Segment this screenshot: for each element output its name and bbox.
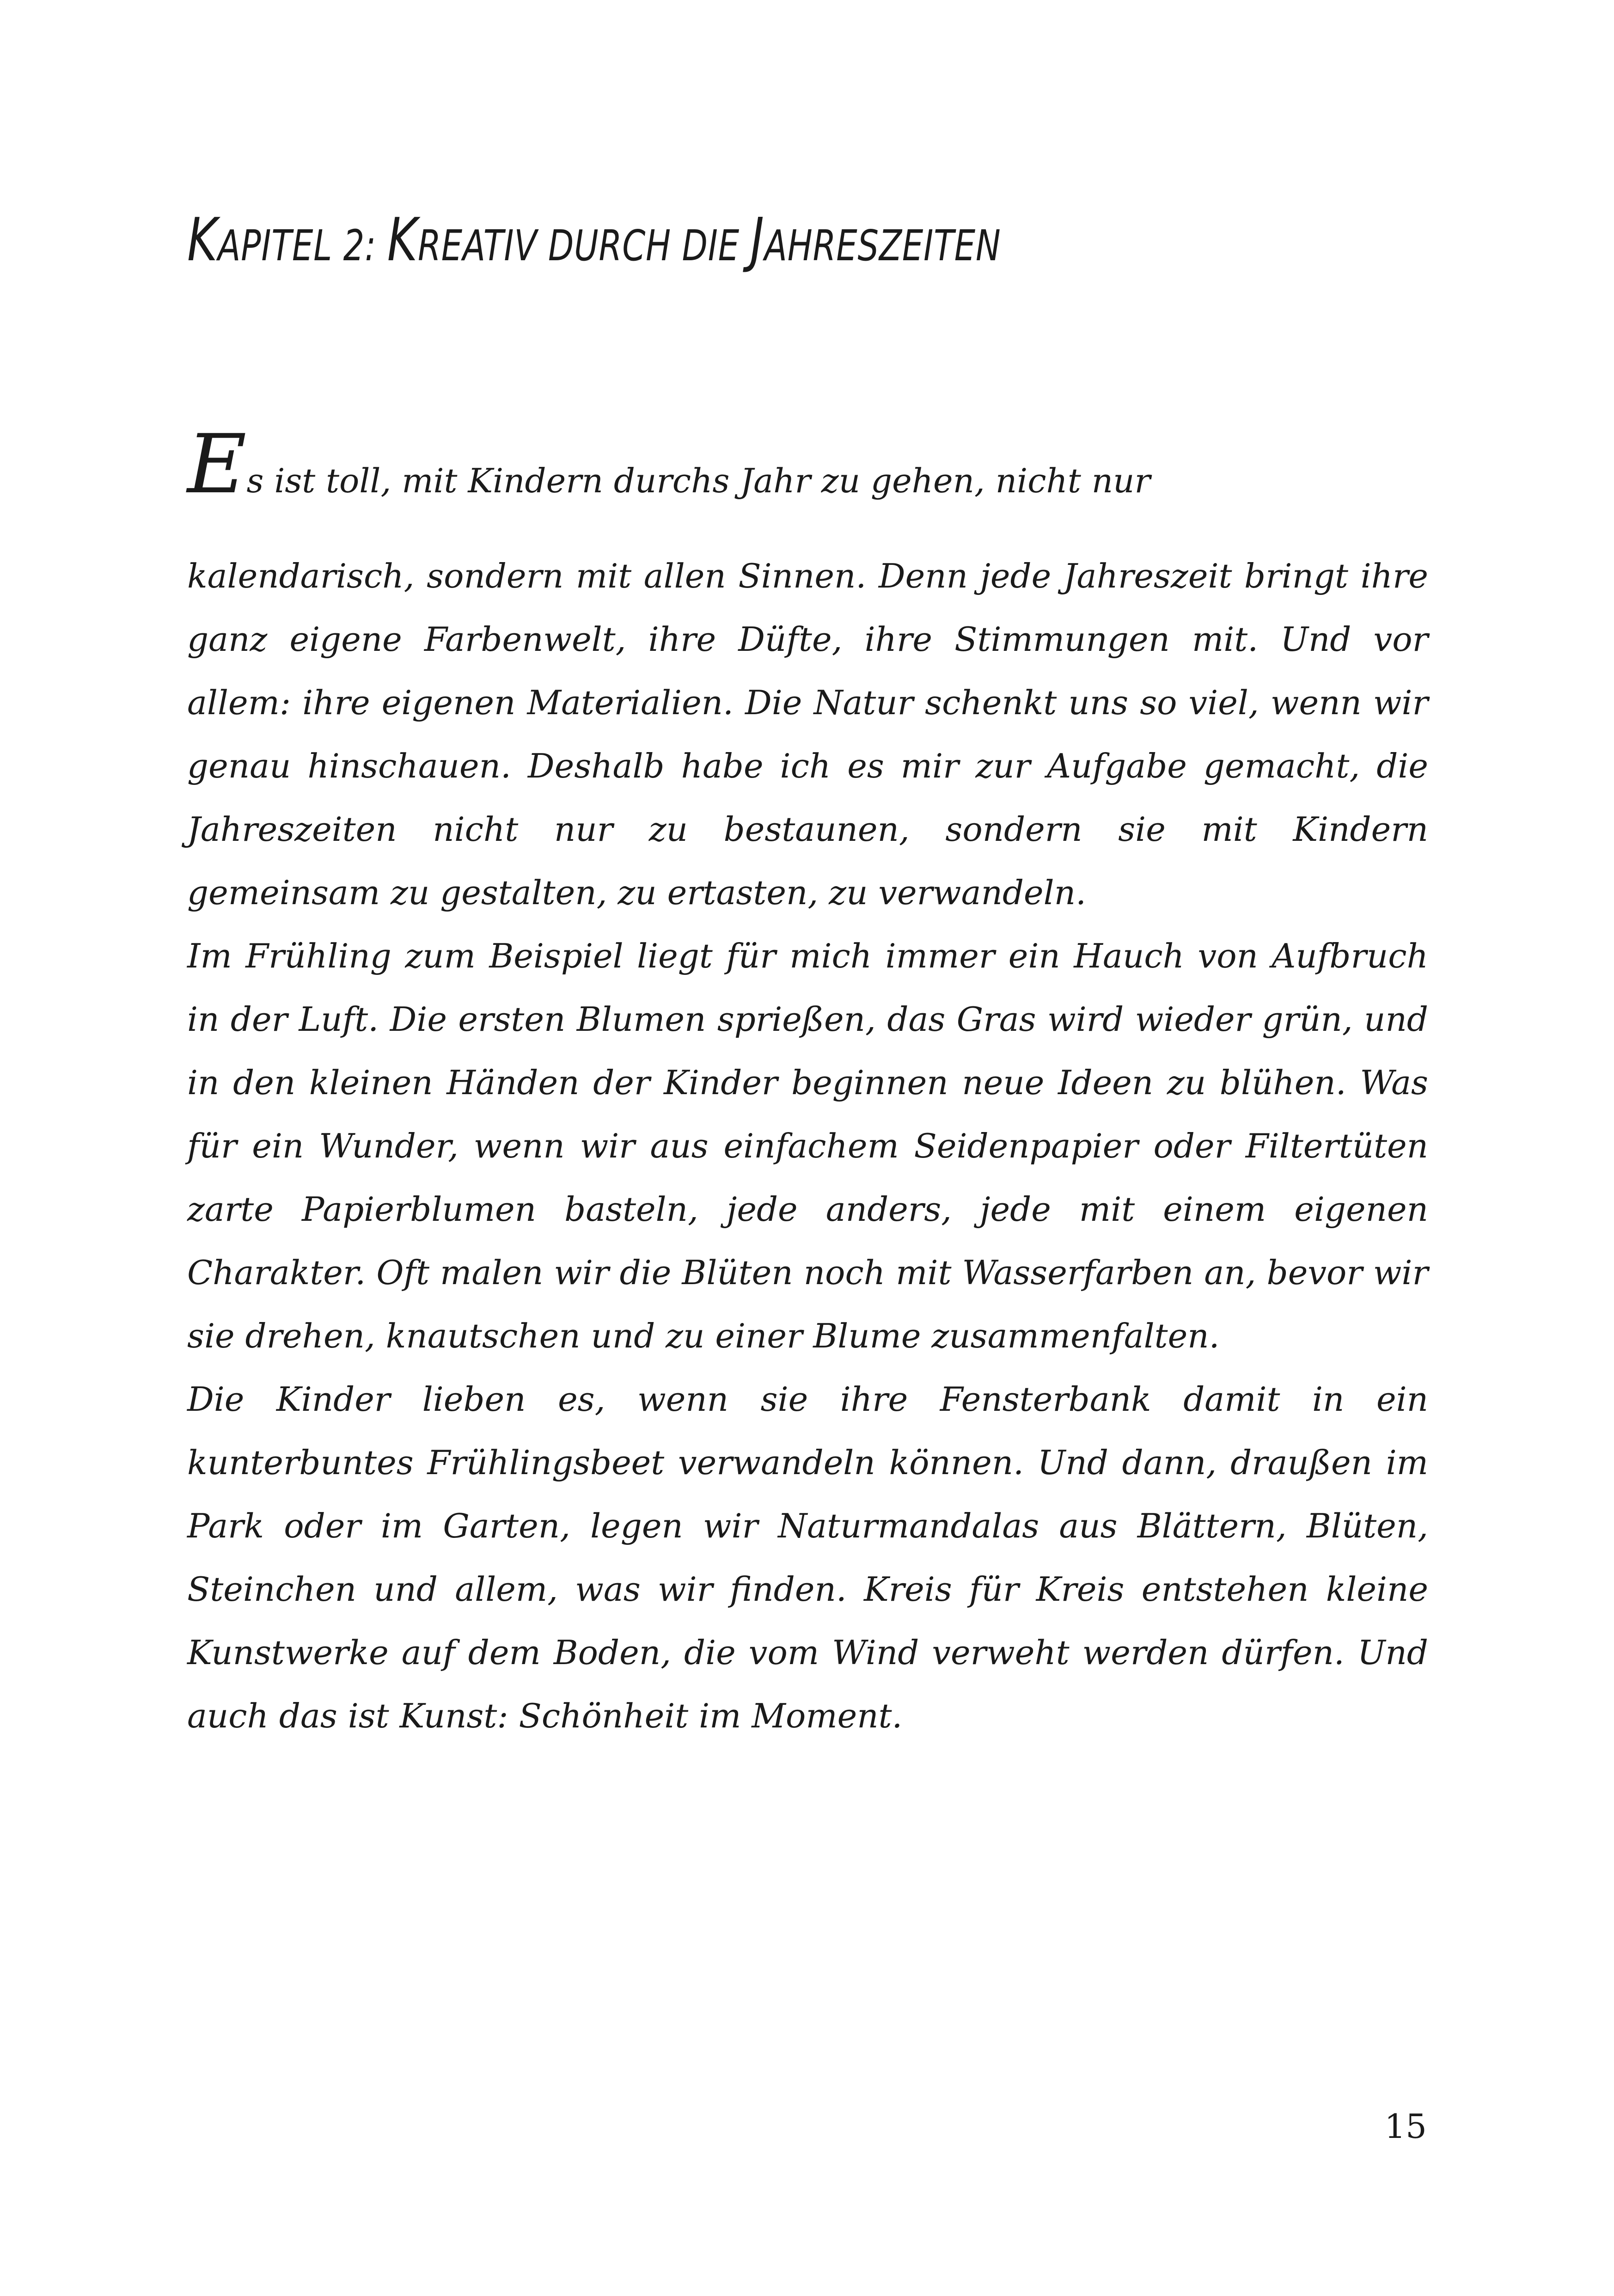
- chapter-title-cap-2: K: [387, 206, 418, 275]
- paragraph-2: Im Frühling zum Beispiel liegt für mich immer ein Hauch von Aufbruch in der Luft. Die ersten Blumen sprießen, das Gras wird wieder grün, und in den kleinen Händen der Kinder beginnen neue Ideen zu blühen. Was für ein Wunder, wenn wir aus einfachem Seidenpapier oder Filtertüten zarte Papierblumen basteln, jede anders, jede mit einem eigenen Charakter. Oft malen wir die Blüten noch mit Wasserfarben an, bevor wir sie drehen, knautschen und zu einer Blume zusammenfalten.: [187, 937, 1428, 1355]
- paragraph-3: Die Kinder lieben es, wenn sie ihre Fensterbank damit in ein kunterbuntes Frühlingsbeet verwandeln können. Und dann, draußen im Park oder im Garten, legen wir Naturmandalas aus Blättern, Blüten, Steinchen und allem, was wir finden. Kreis für Kreis entstehen kleine Kunstwerke auf dem Boden, die vom Wind verweht werden dürfen. Und auch das ist Kunst: Schönheit im Moment.: [187, 1380, 1428, 1735]
- intro-line: [187, 417, 1435, 515]
- page-number: 15: [1384, 2107, 1427, 2146]
- intro-line-text: s ist toll, mit Kindern durchs Jahr zu gehen, nicht nur: [246, 461, 1150, 500]
- chapter-title-cap-1: K: [187, 206, 218, 275]
- chapter-title-part-2: REATIV DURCH DIE: [418, 220, 751, 270]
- chapter-title-part-1: APITEL 2:: [218, 220, 387, 270]
- chapter-title: [187, 203, 1161, 282]
- paragraph-1: kalendarisch, sondern mit allen Sinnen. Denn jede Jahreszeit bringt ihre ganz eigene Farbenwelt, ihre Düfte, ihre Stimmungen mit. Und vor allem: ihre eigenen Materialien. Die Natur schenkt uns so viel, wenn wir genau hinschauen. Deshalb habe ich es mir zur Aufgabe gemacht, die Jahreszeiten nicht nur zu bestaunen, sondern sie mit Kindern gemeinsam zu gestalten, zu ertasten, zu verwandeln.: [187, 557, 1428, 912]
- chapter-title-cap-3: J: [750, 206, 764, 275]
- chapter-title-part-3: AHRESZEITEN: [764, 220, 1001, 270]
- body-text: [187, 545, 1428, 1748]
- drop-cap: E: [187, 417, 247, 512]
